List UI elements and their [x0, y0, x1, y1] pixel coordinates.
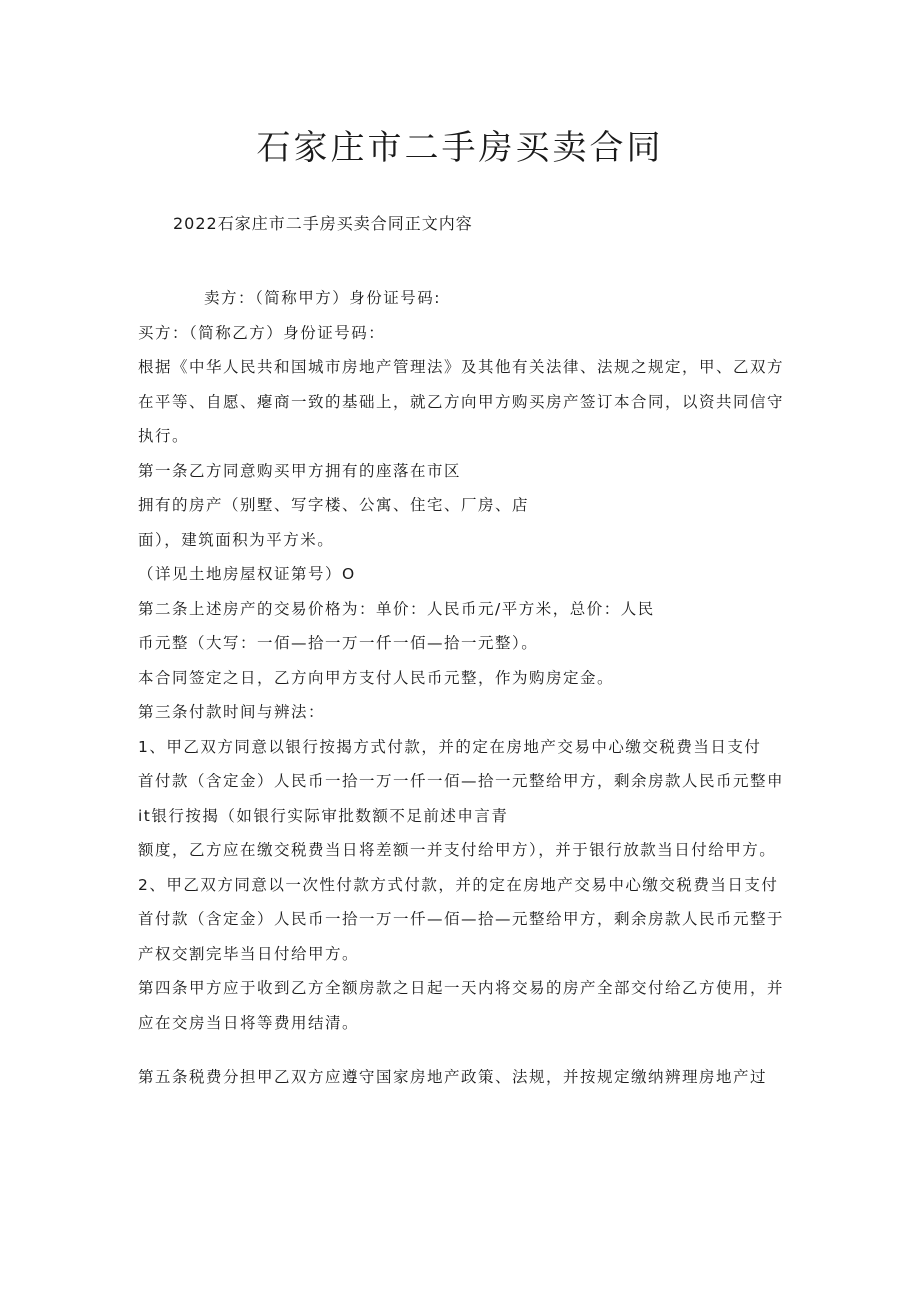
- article-2-line: 第二条上述房产的交易价格为：单价：人民币元/平方米，总价：人民: [138, 599, 655, 618]
- document-subtitle: 2022石家庄市二手房买卖合同正文内容: [173, 214, 473, 233]
- contract-body: [138, 281, 798, 1095]
- article-3-line: 产权交割完毕当日付给甲方。: [138, 944, 360, 963]
- article-4-line: 应在交房当日将等费用结清。: [138, 1013, 360, 1032]
- buyer-line: 买方：（简称乙方）身份证号码：: [138, 323, 386, 342]
- seller-line: 卖方：（简称甲方）身份证号码:: [204, 289, 441, 307]
- article-3-line: 2、甲乙双方同意以一次性付款方式付款，并的定在房地产交易中心缴交税费当日支付: [138, 875, 779, 894]
- article-2-line: 币元整（大写：一佰—拾一万一仟一佰—拾一元整）。: [138, 634, 539, 652]
- article-3-line: it银行按揭（如银行实际审批数额不足前述申言青: [138, 806, 509, 825]
- article-2-line: 本合同签定之日，乙方向甲方支付人民币元整，作为购房定金。: [138, 668, 615, 687]
- article-1-line: 面），建筑面积为平方米。: [138, 530, 335, 549]
- article-1-line: 第一条乙方同意购买甲方拥有的座落在市区: [138, 461, 462, 480]
- article-3-line: 1、甲乙双方同意以银行按揭方式付款，并的定在房地产交易中心缴交税费当日支付: [138, 737, 762, 756]
- article-3-line: 第三条付款时间与辨法：: [138, 703, 326, 721]
- article-5-line: 第五条税费分担甲乙双方应遵守国家房地产政策、法规，并按规定缴纳辨理房地产过: [138, 1068, 768, 1086]
- article-1-line: 拥有的房产（别墅、写字楼、公寓、住宅、厂房、店: [138, 496, 530, 514]
- preamble-line: 执行。: [138, 427, 190, 445]
- preamble-line: 在平等、自愿、瘪商一致的基础上，就乙方向甲方购买房产签订本合同，以资共同信守: [138, 392, 785, 411]
- article-3-line: 额度，乙方应在缴交税费当日将差额一并支付给甲方），并于银行放款当日付给甲方。: [138, 841, 777, 859]
- article-3-line: 首付款（含定金）人民币一拾一万一仟一佰—拾一元整给甲方，剩余房款人民币元整申: [138, 772, 785, 790]
- preamble-line: 根据《中华人民共和国城市房地产管理法》及其他有关法律、法规之规定，甲、乙双方: [138, 358, 785, 376]
- article-1-line: （详见土地房屋权证第号）O: [138, 565, 356, 583]
- article-3-line: 首付款（含定金）人民币一拾一万一仟—佰—拾—元整给甲方，剩余房款人民币元整于: [138, 910, 785, 928]
- article-4-line: 第四条甲方应于收到乙方全额房款之日起一天内将交易的房产全部交付给乙方使用，并: [138, 979, 785, 997]
- document-title: 石家庄市二手房买卖合同: [256, 128, 664, 168]
